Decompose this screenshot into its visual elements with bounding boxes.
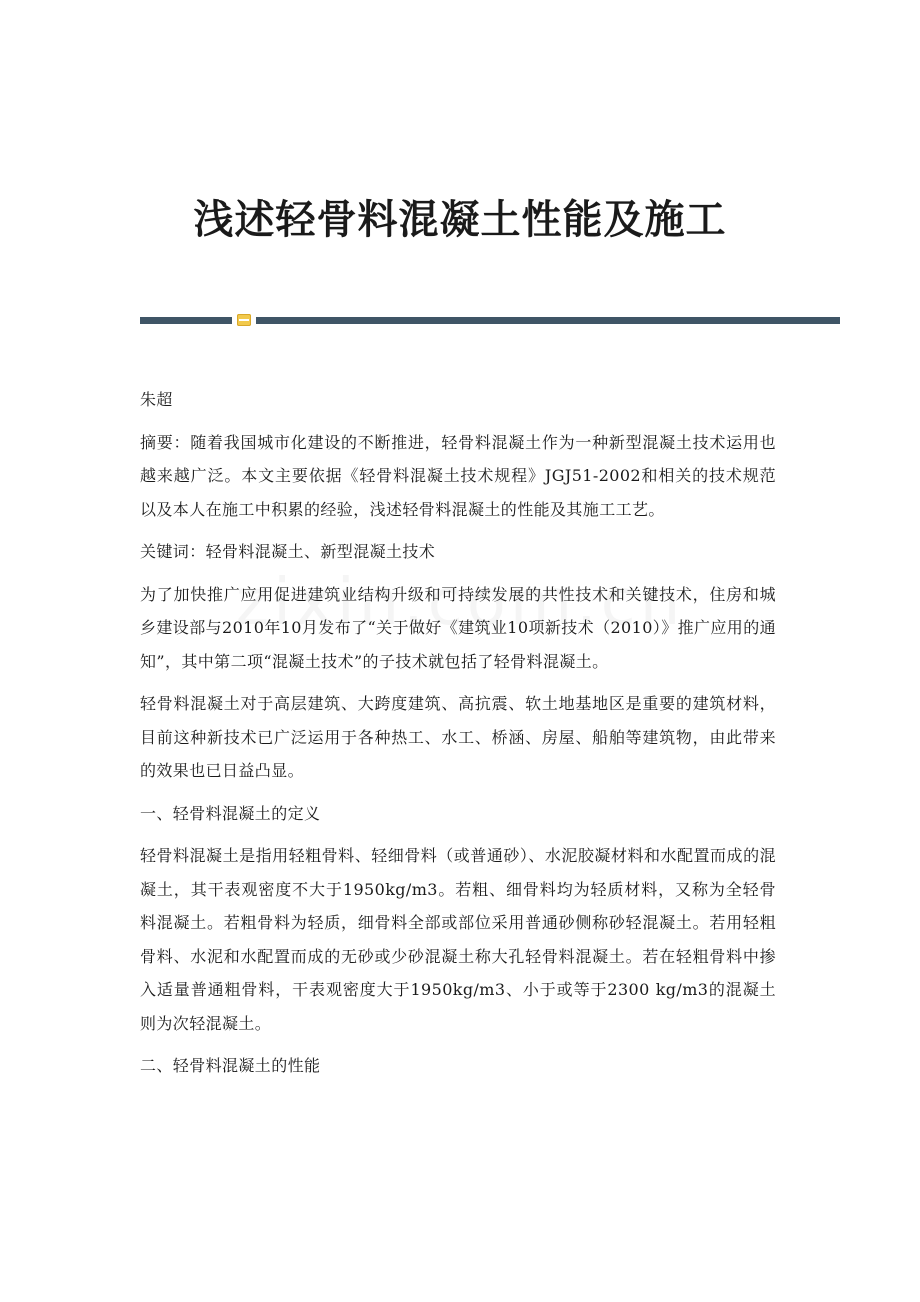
divider-bar-right bbox=[256, 317, 840, 324]
divider-bar-left bbox=[140, 317, 232, 324]
body-paragraph: 为了加快推广应用促进建筑业结构升级和可持续发展的共性技术和关键技术，住房和城乡建设部与2010年10月发布了“关于做好《建筑业10项新技术（2010）》推广应用的通知”，其中第二项“混凝土技术”的子技术就包括了轻骨料混凝土。 bbox=[140, 584, 776, 671]
body-paragraph: 轻骨料混凝土对于高层建筑、大跨度建筑、高抗震、软土地基地区是重要的建筑材料，目前这种新技术已广泛运用于各种热工、水工、桥涵、房屋、船舶等建筑物，由此带来的效果也已日益凸显。 bbox=[140, 694, 776, 780]
divider-ornament-icon bbox=[237, 314, 251, 326]
body-paragraph: 轻骨料混凝土是指用轻粗骨料、轻细骨料（或普通砂）、水泥胶凝材料和水配置而成的混凝土，其干表观密度不大于1950kg/m3。若粗、细骨料均为轻质材料，又称为全轻骨料混凝土。若粗骨料为轻质，细骨料全部或部位采用普通砂侧称砂轻混凝土。若用轻粗骨料、水泥和水配置而成的无砂或少砂混凝土称大孔轻骨料混凝土。若在轻粗骨料中掺入适量普通粗骨料，干表观密度大于1950kg/m3、小于或等于2300 kg/m3的混凝土则为次轻混凝土。 bbox=[140, 846, 776, 1033]
author-name: 朱超 bbox=[140, 390, 173, 409]
document-body bbox=[140, 383, 776, 1092]
section-heading: 一、轻骨料混凝土的定义 bbox=[140, 803, 321, 823]
section-heading: 二、轻骨料混凝土的性能 bbox=[140, 1056, 321, 1075]
document-title: 浅述轻骨料混凝土性能及施工 bbox=[193, 196, 727, 243]
keywords-paragraph: 关键词：轻骨料混凝土、新型混凝土技术 bbox=[140, 542, 436, 561]
title-divider bbox=[140, 314, 840, 326]
abstract-paragraph: 摘要：随着我国城市化建设的不断推进，轻骨料混凝土作为一种新型混凝土技术运用也越来越广泛。本文主要依据《轻骨料混凝土技术规程》JGJ51-2002和相关的技术规范以及本人在施工中积累的经验，浅述轻骨料混凝土的性能及其施工工艺。 bbox=[140, 432, 776, 519]
